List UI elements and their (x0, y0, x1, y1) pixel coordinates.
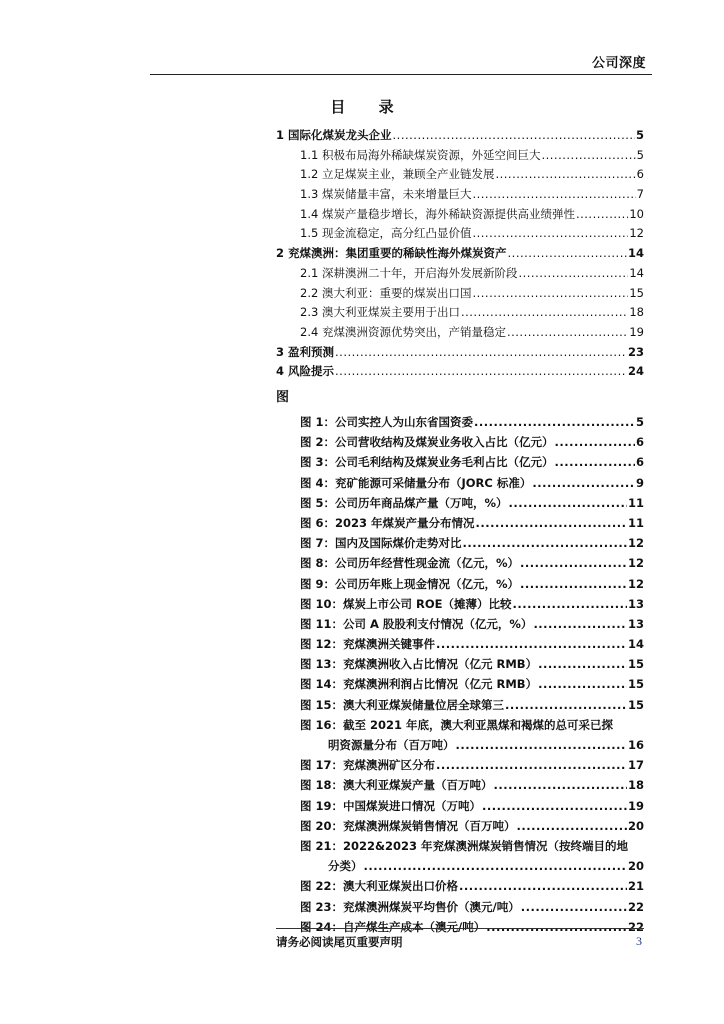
figure-entry[interactable] (276, 836, 644, 876)
toc-entry-label: 4 风险提示 (276, 364, 335, 379)
figure-entry-page: 5 (635, 415, 644, 429)
dot-leader (474, 412, 635, 432)
toc-entry-label: 1.5 现金流稳定，高分红凸显价值 (300, 226, 472, 241)
dot-leader (520, 574, 627, 594)
toc-entry-label: 2 兖煤澳洲：集团重要的稀缺性海外煤炭资产 (276, 246, 507, 261)
figure-entry[interactable] (276, 715, 644, 755)
figure-entry-label: 图 1：公司实控人为山东省国资委 (300, 415, 474, 429)
toc-entry[interactable] (276, 185, 644, 205)
dot-leader (532, 473, 635, 493)
dot-leader (538, 654, 627, 674)
figure-entry[interactable] (276, 574, 644, 594)
dot-leader (476, 513, 627, 533)
figure-entry-label: 图 19：中国煤炭进口情况（万吨） (300, 798, 482, 813)
figure-entry-page: 20 (627, 818, 644, 833)
figure-entry-page: 21 (627, 879, 644, 894)
figure-entry-page: 18 (627, 778, 644, 793)
figure-entry-page: 17 (627, 758, 644, 773)
dot-leader (576, 205, 628, 225)
toc-entry-page: 6 (636, 167, 644, 182)
toc-entry-page: 12 (629, 226, 644, 241)
toc-title: 目 录 (330, 98, 408, 116)
dot-leader (555, 452, 635, 472)
figure-entry[interactable] (276, 513, 644, 533)
figure-entry[interactable] (276, 594, 644, 614)
figure-entry-label: 图 5：公司历年商品煤产量（万吨，%） (300, 495, 508, 510)
figure-entry[interactable] (276, 533, 644, 553)
header-divider (150, 74, 652, 75)
toc-entry-label: 1.3 煤炭储量丰富，未来增量巨大 (300, 187, 472, 202)
figure-entry-label: 图 14：兖煤澳洲利润占比情况（亿元 RMB） (300, 677, 538, 692)
figure-entry[interactable] (276, 816, 644, 836)
dot-leader (335, 362, 627, 382)
figure-entry-page: 12 (627, 556, 644, 571)
toc-entry-page: 14 (629, 265, 644, 280)
dot-leader (472, 284, 628, 304)
dot-leader (533, 614, 627, 634)
toc-entry-label: 1.2 立足煤炭主业，兼顾全产业链发展 (300, 167, 495, 182)
page-number: 3 (636, 934, 642, 948)
figure-entry[interactable] (276, 553, 644, 573)
dot-leader (436, 634, 627, 654)
figure-entry-page: 11 (627, 495, 644, 510)
header-label: 公司深度 (591, 56, 646, 71)
figure-entry[interactable] (276, 695, 644, 715)
figure-entry-label: 图 11：公司 A 股股利支付情况（亿元，%） (300, 616, 533, 631)
dot-leader (472, 185, 635, 205)
figure-entry[interactable] (276, 775, 644, 795)
figure-entry-page: 12 (627, 576, 644, 591)
figure-entry-label: 图 3：公司毛利结构及煤炭业务毛利占比（亿元） (300, 455, 554, 470)
figure-entry-page: 19 (627, 798, 644, 813)
dot-leader (364, 856, 627, 876)
toc-entry[interactable] (276, 303, 644, 323)
dot-leader (520, 553, 627, 573)
toc-entry-label: 1.1 积极布局海外稀缺煤炭资源，外延空间巨大 (300, 147, 541, 162)
dot-leader (463, 533, 627, 553)
dot-leader (472, 224, 628, 244)
toc-entry[interactable] (276, 323, 644, 343)
figure-entry-page: 14 (627, 637, 644, 652)
dot-leader (393, 126, 635, 146)
figure-entry-label-cont: 分类） (328, 859, 363, 874)
dot-leader (494, 775, 627, 795)
figure-entry-label: 图 16：截至 2021 年底，澳大利亚黑煤和褐煤的总可采已探 (300, 717, 614, 732)
figure-entry-label: 图 4：兖矿能源可采储量分布（JORC 标准） (300, 475, 532, 490)
figure-entry-label: 图 24：自产煤生产成本（澳元/吨） (300, 919, 486, 934)
figure-entry-page: 15 (627, 657, 644, 672)
toc-entry[interactable] (276, 244, 644, 264)
figure-entry-page: 13 (627, 596, 644, 611)
figure-list (276, 386, 644, 937)
dot-leader (541, 146, 635, 166)
figure-entry-page: 12 (627, 536, 644, 551)
toc-entry-label: 1.4 煤炭产量稳步增长，海外稀缺资源提供高业绩弹性 (300, 206, 575, 221)
toc-entry[interactable] (276, 264, 644, 284)
figure-list-heading: 图 (276, 390, 290, 405)
toc-entry[interactable] (276, 343, 644, 363)
figure-entry-page: 13 (627, 616, 644, 631)
dot-leader (459, 876, 627, 896)
figure-entry-label: 图 7：国内及国际煤价走势对比 (300, 536, 462, 551)
figure-entry-page: 6 (635, 455, 644, 470)
dot-leader (538, 674, 627, 694)
toc-entry[interactable] (276, 165, 644, 185)
dot-leader (521, 897, 627, 917)
toc-entry-label: 2.4 兖煤澳洲资源优势突出，产销量稳定 (300, 324, 506, 339)
figure-entry[interactable] (276, 432, 644, 452)
toc-entry-label: 2.2 澳大利亚：重要的煤炭出口国 (300, 285, 472, 300)
figure-entry-page: 22 (627, 899, 644, 914)
toc-entry-page: 23 (627, 344, 644, 359)
dot-leader (495, 165, 635, 185)
figure-entry-label: 图 21：2022&2023 年兖煤澳洲煤炭销售情况（按终端目的地 (300, 838, 629, 853)
figure-entry-label: 图 12：兖煤澳洲关键事件 (300, 637, 436, 652)
figure-entry-label: 图 18：澳大利亚煤炭产量（百万吨） (300, 778, 493, 793)
dot-leader (436, 755, 627, 775)
figure-entry-label: 图 22：澳大利亚煤炭出口价格 (300, 879, 459, 894)
figure-entry-label-cont: 明资源量分布（百万吨） (328, 738, 455, 752)
toc-entry-label: 2.3 澳大利亚煤炭主要用于出口 (300, 305, 460, 320)
dot-leader (513, 594, 627, 614)
toc-entry-page: 5 (635, 128, 644, 142)
toc-entry[interactable] (276, 146, 644, 166)
figure-entry-label: 图 23：兖煤澳洲煤炭平均售价（澳元/吨） (300, 899, 520, 914)
figure-entry-page: 15 (627, 677, 644, 692)
dot-leader (555, 432, 635, 452)
footer-disclaimer: 请务必阅读尾页重要声明 (276, 935, 403, 949)
toc-entry-page: 18 (629, 305, 644, 320)
dot-leader (509, 493, 627, 513)
dot-leader (482, 796, 627, 816)
toc-entry[interactable] (276, 284, 644, 304)
footer-divider (276, 928, 644, 929)
toc-entry-label: 3 盈利预测 (276, 344, 335, 359)
figure-entry[interactable] (276, 654, 644, 674)
figure-entry-label: 图 2：公司营收结构及煤炭业务收入占比（亿元） (300, 435, 554, 450)
toc-entry-page: 5 (636, 147, 644, 162)
dot-leader (486, 917, 627, 937)
figure-entry[interactable] (276, 412, 644, 432)
figure-entry[interactable] (276, 493, 644, 513)
dot-leader (508, 244, 627, 264)
figure-entry-page: 6 (635, 435, 644, 450)
figure-entry[interactable] (276, 796, 644, 816)
figure-entry[interactable] (276, 634, 644, 654)
figure-entry[interactable] (276, 473, 644, 493)
figure-entry[interactable] (276, 897, 644, 917)
figure-entry-page: 9 (635, 475, 644, 490)
figure-entry-label: 图 20：兖煤澳洲煤炭销售情况（百万吨） (300, 818, 516, 833)
toc-entry[interactable] (276, 205, 644, 225)
figure-entry-label: 图 8：公司历年经营性现金流（亿元，%） (300, 556, 520, 571)
figure-entry[interactable] (276, 876, 644, 896)
toc-entry-page: 24 (627, 364, 644, 379)
figure-entry-label: 图 13：兖煤澳洲收入占比情况（亿元 RMB） (300, 657, 538, 672)
dot-leader (461, 303, 628, 323)
figure-entry-label: 图 17：兖煤澳洲矿区分布 (300, 758, 436, 773)
dot-leader (335, 343, 627, 363)
toc-entry[interactable] (276, 224, 644, 244)
figure-entry[interactable] (276, 674, 644, 694)
figure-entry-page: 22 (627, 919, 644, 934)
table-of-contents (276, 126, 644, 382)
toc-entry-page: 7 (636, 187, 644, 202)
toc-entry[interactable] (276, 362, 644, 382)
figure-entry-page: 20 (627, 859, 644, 874)
dot-leader (518, 264, 628, 284)
toc-entry-label: 2.1 深耕澳洲二十年，开启海外发展新阶段 (300, 265, 518, 280)
toc-entry-page: 14 (627, 246, 644, 261)
figure-entry-label: 图 6：2023 年煤炭产量分布情况 (300, 515, 475, 530)
toc-entry[interactable] (276, 126, 644, 146)
figure-entry-page: 15 (627, 697, 644, 712)
figure-entry-page: 11 (627, 515, 644, 530)
dot-leader (505, 695, 627, 715)
dot-leader (517, 816, 627, 836)
dot-leader (507, 323, 628, 343)
figure-entry[interactable] (276, 614, 644, 634)
toc-entry-page: 19 (629, 324, 644, 339)
figure-entry[interactable] (276, 755, 644, 775)
figure-entry-label: 图 15：澳大利亚煤炭储量位居全球第三 (300, 697, 505, 712)
figure-entry[interactable] (276, 452, 644, 472)
figure-entry-label: 图 9：公司历年账上现金情况（亿元，%） (300, 576, 520, 591)
dot-leader (456, 735, 627, 755)
figure-entry-page: 16 (627, 738, 644, 752)
toc-entry-page: 15 (629, 285, 644, 300)
toc-entry-label: 1 国际化煤炭龙头企业 (276, 128, 392, 142)
toc-entry-page: 10 (629, 206, 644, 221)
figure-entry-label: 图 10：煤炭上市公司 ROE（摊薄）比较 (300, 596, 512, 611)
